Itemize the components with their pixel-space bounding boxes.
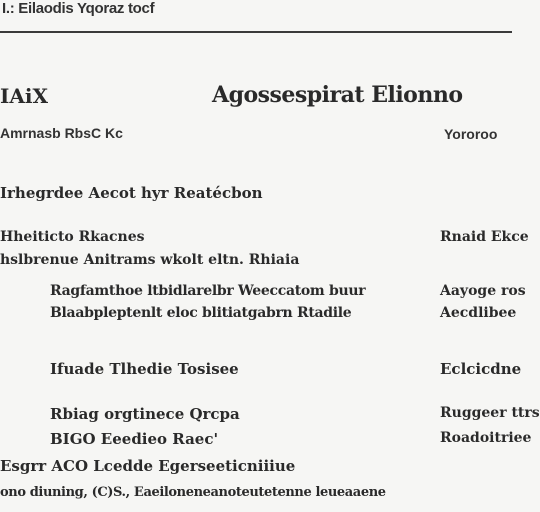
window-title: I.: Eilaodis Yqoraz tocf <box>2 0 155 17</box>
row-7-left: Ifuade Tlhedie Tosisee <box>50 360 239 378</box>
row-9-right: Roadoitriee <box>440 430 532 446</box>
row-4-left: hslbrenue Anitrams wkolt eltn. Rhiaia <box>0 252 300 268</box>
row-3-right: Rnaid Ekce <box>440 229 529 245</box>
row-5-right: Aayoge ros <box>440 283 526 299</box>
row-11-left: ono diuning, (C)S., Eaeiloneneanoteutetenne leueaaene <box>0 485 386 500</box>
row-1-right: Yororoo <box>444 126 498 142</box>
row-9-left: BIGO Eeedieo Raec' <box>50 430 219 448</box>
row-6-left: Blaabpleptenlt eloc blitiatgabrn Rtadile <box>50 305 352 321</box>
header-left-label: IAiX <box>0 84 48 108</box>
row-5-left: Ragfamthoe ltbidlarelbr Weeccatom buur <box>50 283 366 299</box>
header-center-title: Agossespirat Elionno <box>212 82 463 108</box>
row-8-right: Ruggeer ttrs <box>440 405 540 421</box>
row-10-left: Esgrr ACO Lcedde Egerseeticniiiue <box>0 457 296 475</box>
row-6-right: Aecdlibee <box>440 305 517 321</box>
row-2-left: Irhegrdee Aecot hyr Reatécbon <box>0 184 263 202</box>
row-8-left: Rbiag orgtinece Qrcpa <box>50 405 240 423</box>
row-1-left: Amrnasb RbsC Kc <box>0 125 123 141</box>
row-3-left: Hheiticto Rkacnes <box>0 229 145 245</box>
row-7-right: Eclcicdne <box>440 360 522 378</box>
header-divider <box>0 31 512 33</box>
